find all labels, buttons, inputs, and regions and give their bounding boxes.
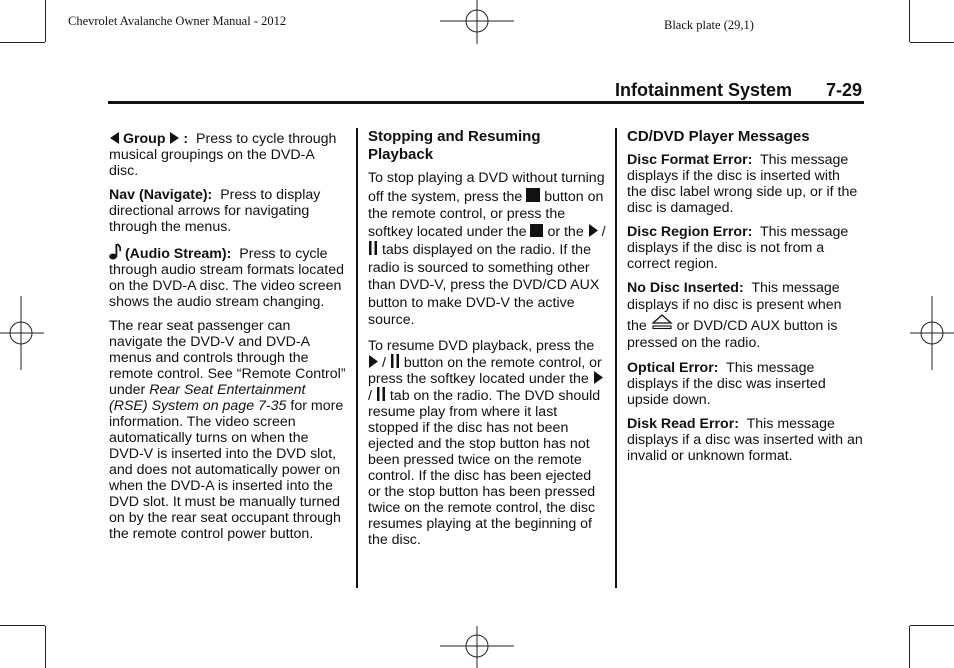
page-number: 7-29 [826, 80, 863, 100]
manual-title: Chevrolet Avalanche Owner Manual - 2012 [68, 14, 287, 28]
column-1 [109, 131, 347, 550]
column-2 [368, 128, 606, 556]
stop-text-3: or the [547, 223, 584, 240]
message-label: No Disc Inserted: [627, 280, 744, 296]
message-label: Optical Error: [627, 360, 719, 376]
crop-mark [0, 42, 45, 43]
resume-paragraph [368, 338, 606, 548]
resume-text-1: To resume DVD playback, press the [368, 337, 595, 354]
message-label: Disc Format Error: [627, 152, 753, 168]
nav-text: Press to display directional arrows for navigating through the menus. [109, 187, 321, 235]
stop-text-4: tabs displayed on the radio. If the radio is sourced to something other than DVD-V, press the DVD/CD AUX button to make DVD-V the active source. [368, 242, 600, 328]
stop-paragraph [368, 170, 606, 330]
message-text: This message displays if the disc was inserted upside down. [627, 360, 826, 408]
stop-icon [526, 188, 540, 202]
message-text: This message displays if no disc is present when the [627, 280, 842, 334]
registration-mark-left [0, 296, 44, 370]
pause-icon [368, 241, 378, 255]
column-3 [627, 128, 863, 472]
registration-mark-right [910, 296, 954, 370]
section-title: Infotainment System [615, 80, 793, 100]
group-paragraph [109, 131, 347, 179]
crop-mark [45, 626, 46, 668]
message-text: This message displays if the disc is not from a correct region. [627, 224, 849, 272]
crop-mark [910, 42, 954, 43]
group-colon: : [183, 131, 189, 147]
pause-icon [390, 354, 400, 368]
audio-paragraph [109, 243, 347, 310]
column-divider [356, 128, 358, 588]
audio-text: Press to cycle through audio stream formats located on the DVD-A disc. The video screen shows the audio stream changing. [109, 246, 345, 310]
crop-mark [0, 625, 45, 626]
messages-heading: CD/DVD Player Messages [627, 128, 810, 145]
message-label: Disk Read Error: [627, 416, 739, 432]
crop-mark [45, 0, 46, 42]
music-note-icon [109, 243, 121, 260]
column-divider [615, 128, 617, 588]
registration-mark-top [440, 0, 514, 44]
group-label: Group [122, 131, 166, 147]
plate-label: Black plate (29,1) [664, 18, 754, 32]
play-icon [588, 224, 598, 237]
rear-text-1: The rear seat passenger can navigate the DVD-V and DVD-A menus and controls through the remote control. See “Remote Control” under [109, 318, 346, 398]
nav-paragraph [109, 187, 347, 235]
message-item [627, 152, 863, 216]
message-label: Disc Region Error: [627, 224, 753, 240]
rear-paragraph [109, 318, 347, 542]
message-item [627, 360, 863, 408]
crop-mark [910, 625, 954, 626]
slash-separator: / [381, 354, 386, 371]
next-arrow-icon [169, 132, 179, 144]
audio-label: (Audio Stream): [124, 246, 232, 262]
stop-resume-heading: Stopping and Resuming Playback [368, 128, 541, 163]
rear-text-2: for more information. The video screen automatically turns on when the DVD-V is inserted into the DVD slot, and does not automatically power on when the DVD-A is inserted into the DVD slot. It must be manually turned on by the rear seat occupant through the remote control power button. [109, 398, 344, 542]
resume-text-2: button on the remote control, or press the softkey located under the [368, 354, 602, 387]
header-rule [108, 101, 864, 104]
message-item [627, 416, 863, 464]
message-item [627, 280, 863, 352]
registration-mark-bottom [440, 626, 514, 668]
play-icon [593, 371, 603, 384]
stop-text-1: To stop playing a DVD without turning off the system, press the [368, 170, 605, 205]
eject-icon [651, 314, 673, 330]
nav-label: Nav (Navigate): [109, 187, 213, 203]
slash-separator: / [601, 223, 606, 240]
group-text: Press to cycle through musical groupings on the DVD-A disc. [109, 131, 337, 179]
resume-text-3: tab on the radio. The DVD should resume play from where it last stopped if the disc has not been ejected and the stop button has not been pressed twice on the remote control. If the disc has been ejected or the stop button has been pressed twice on the remote control, the disc resumes playing at the beginning of the disc. [368, 387, 601, 548]
play-icon [368, 355, 378, 368]
crop-mark [909, 0, 910, 42]
previous-arrow-icon [109, 132, 119, 144]
pause-icon [376, 387, 386, 401]
message-text: This message displays if a disc was inserted with an invalid or unknown format. [627, 416, 863, 464]
message-text: This message displays if the disc is inserted with the disc label wrong side up, or if the disc is damaged. [627, 152, 858, 216]
message-text: or DVD/CD AUX button is pressed on the radio. [627, 318, 838, 351]
stop-text-2: button on the remote control, or press the softkey located under the [368, 188, 604, 240]
slash-separator: / [368, 387, 372, 404]
message-item [627, 224, 863, 272]
crop-mark [909, 626, 910, 668]
stop-icon [530, 224, 543, 237]
rse-reference: Rear Seat Entertainment (RSE) System on page 7-35 [109, 382, 306, 414]
